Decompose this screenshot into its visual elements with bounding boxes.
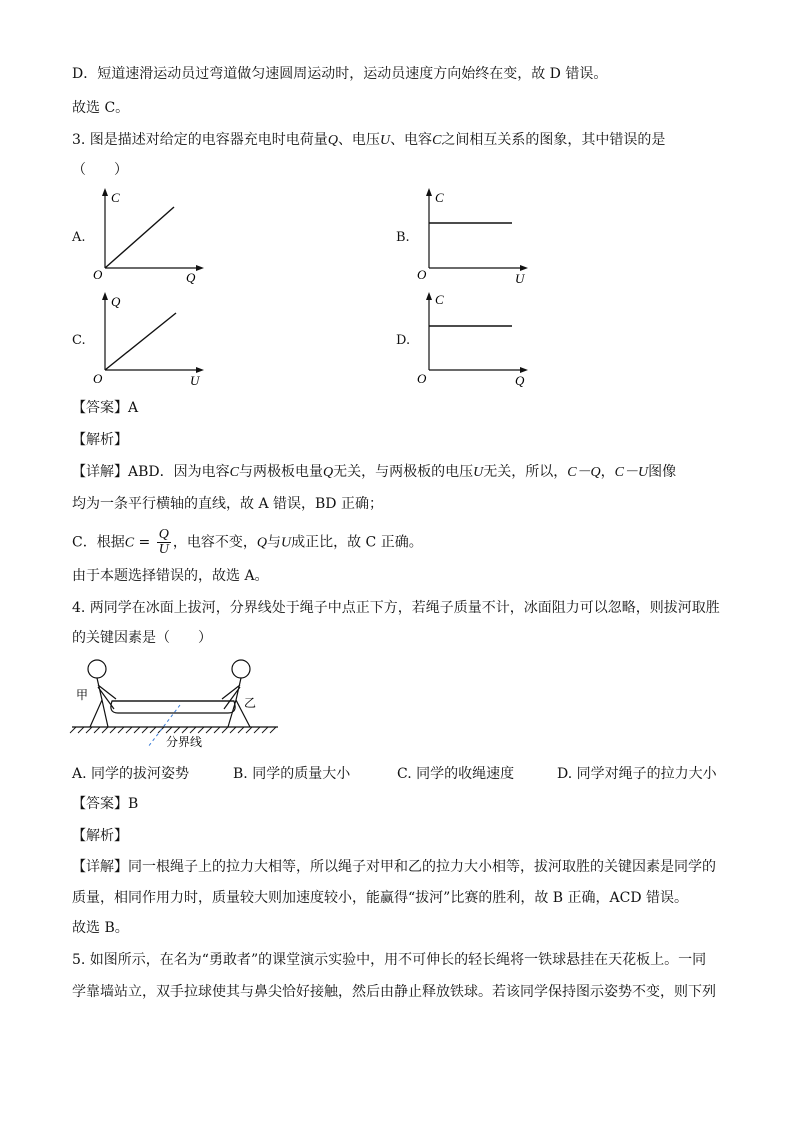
option-b-label: B. xyxy=(396,230,410,245)
option-a: A. 同学的拔河姿势 xyxy=(72,766,190,782)
answer-line: 【答案】B xyxy=(72,796,139,812)
question-5-stem: 学靠墙站立，双手拉球使其与鼻尖恰好接触，然后由静止释放铁球。若该同学保持图示姿势不变，则下列 xyxy=(72,984,716,1000)
detail-line: 【详解】ABD．因为电容C与两极板电量Q无关，与两极板的电压U无关，所以，C－Q，C－U图像 xyxy=(72,464,677,480)
detail-line: 故选 B。 xyxy=(72,920,129,936)
graph-c xyxy=(88,288,208,388)
option-d-label: D. xyxy=(396,333,411,348)
question-5-stem: 5. 如图所示，在名为“勇敢者”的课堂演示实验中，用不可伸长的轻长绳将一铁球悬挂在天花板上。一同 xyxy=(72,952,707,968)
x-axis-label: U xyxy=(190,373,200,388)
origin-label: O xyxy=(417,267,427,282)
detail-line: C．根据C = $\frac{Q}{U}$ ，电容不变，Q与U成正比，故 C 正确。 xyxy=(72,527,423,557)
y-axis-label: C xyxy=(435,292,444,307)
graph-a xyxy=(88,184,208,284)
detail-line: 均为一条平行横轴的直线，故 A 错误，BD 正确； xyxy=(72,496,383,512)
text-line: D．短道速滑运动员过弯道做匀速圆周运动时，运动员速度方向始终在变，故 D 错误。 xyxy=(72,66,608,82)
question-4-stem: 4. 两同学在冰面上拔河，分界线处于绳子中点正下方，若绳子质量不计，冰面阻力可以忽略，则拔河取胜 xyxy=(72,600,720,616)
analysis-tag: 【解析】 xyxy=(72,432,128,448)
x-axis-label: Q xyxy=(515,373,525,388)
tug-of-war-figure xyxy=(68,655,288,755)
origin-label: O xyxy=(93,267,103,282)
option-b: B. 同学的质量大小 xyxy=(233,766,351,782)
option-c-label: C. xyxy=(72,333,86,348)
answer-line: 【答案】A xyxy=(72,400,139,416)
origin-label: O xyxy=(417,371,427,386)
x-axis-label: Q xyxy=(186,270,196,284)
answer-paren: （ ） xyxy=(72,162,128,178)
left-person-label: 甲 xyxy=(76,688,89,702)
question-3-stem: 3. 图是描述对给定的电容器充电时电荷量Q、电压U、电容C之间相互关系的图象，其中错误的是 xyxy=(72,132,666,148)
detail-line: 由于本题选择错误的，故选 A。 xyxy=(72,568,269,584)
option-a-label: A. xyxy=(72,230,86,245)
y-axis-label: C xyxy=(111,190,120,205)
option-d: D. 同学对绳子的拉力大小 xyxy=(557,766,717,782)
origin-label: O xyxy=(93,371,103,386)
y-axis-label: C xyxy=(435,190,444,205)
option-c: C. 同学的收绳速度 xyxy=(397,766,515,782)
dividing-line-label: 分界线 xyxy=(166,735,203,749)
fraction: $\frac{Q}{U}$ xyxy=(158,527,169,557)
graph-b xyxy=(414,184,534,284)
x-axis-label: U xyxy=(515,271,525,284)
analysis-tag: 【解析】 xyxy=(72,828,128,844)
graph-d xyxy=(414,288,534,388)
detail-line: 【详解】同一根绳子上的拉力大相等，所以绳子对甲和乙的拉力大小相等，拔河取胜的关键因素是同学的 xyxy=(72,859,716,875)
right-person-label: 乙 xyxy=(244,696,257,710)
y-axis-label: Q xyxy=(111,294,121,309)
text-line: 故选 C。 xyxy=(72,100,130,116)
detail-line: 质量，相同作用力时，质量较大则加速度较小，能赢得“拔河”比赛的胜利，故 B 正确，ACD 错误。 xyxy=(72,890,688,906)
question-4-stem: 的关键因素是（ ） xyxy=(72,630,212,646)
